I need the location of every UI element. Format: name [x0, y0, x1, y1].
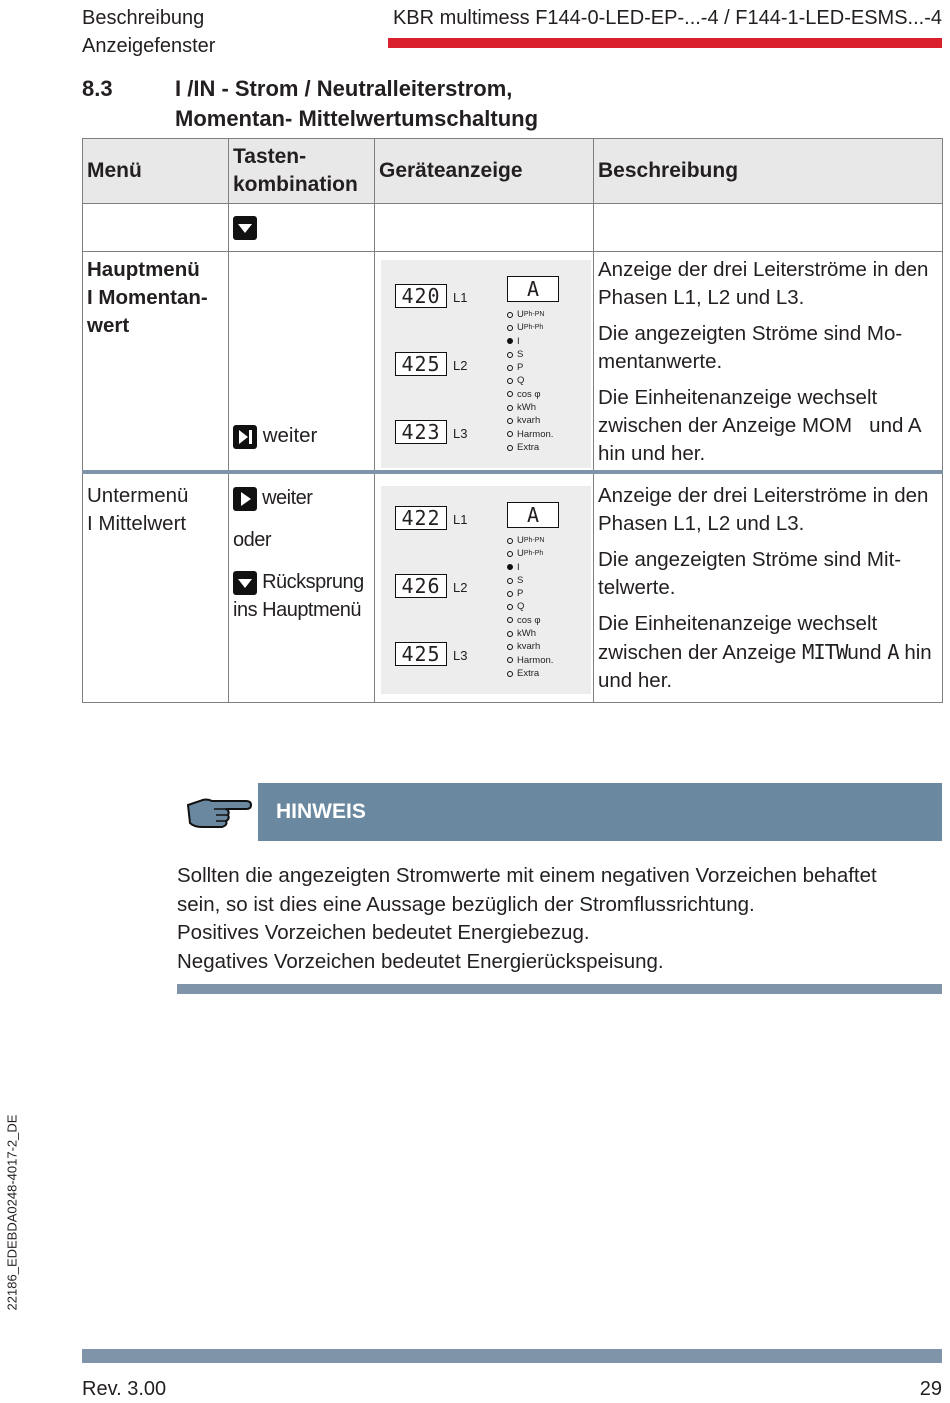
- led-label: kWh: [517, 628, 536, 640]
- led-dot-icon: [507, 445, 513, 451]
- seg-display-sub-l1: 422: [395, 506, 447, 530]
- header-chapter-line1: Beschreibung: [82, 7, 205, 29]
- led-indicator: [507, 587, 553, 600]
- led-dot-icon: [507, 391, 513, 397]
- phase-label-l3: L3: [453, 426, 468, 441]
- menu-name-line2: I Momentan-: [87, 286, 208, 309]
- phase-label-sub-l1: L1: [453, 512, 468, 527]
- note-title-bar: HINWEIS: [258, 783, 942, 841]
- led-indicator: [507, 640, 553, 653]
- note-line2: sein, so ist dies eine Aussage bezüglich der Stromflussrichtung.: [177, 892, 755, 916]
- col-header-menu: Menü: [83, 139, 229, 204]
- section-title: [175, 74, 538, 134]
- led-indicator: [507, 654, 553, 667]
- phase-label-l2: L2: [453, 358, 468, 373]
- led-dot-icon: [507, 405, 513, 411]
- section-number: 8.3: [82, 76, 113, 101]
- led-label: U: [517, 535, 524, 546]
- col-header-keys: Tasten- kombination: [229, 139, 375, 204]
- note-text: [177, 862, 942, 976]
- led-indicator: [507, 388, 553, 401]
- desc-sub-p2: Die angezeigten Ströme sind Mit-telwerte.: [598, 548, 902, 599]
- seg-display-l3: 423: [395, 420, 447, 444]
- led-label: Extra: [517, 441, 540, 453]
- menu-name-line3: wert: [87, 314, 130, 337]
- phase-label-sub-l3: L3: [453, 648, 468, 663]
- led-dot-icon: [507, 604, 513, 610]
- note-line4: Negatives Vorzeichen bedeutet Energierückspeisung.: [177, 949, 664, 973]
- note-line1: Sollten die angezeigten Stromwerte mit einem negativen Vorzeichen behaftet: [177, 864, 877, 887]
- key-label-hauptmenue: ins Hauptmenü: [233, 599, 362, 621]
- led-label: I: [517, 335, 520, 347]
- led-dot-icon: [507, 657, 513, 663]
- table-row-sub-menu: [83, 472, 943, 702]
- led-label: U: [517, 322, 524, 334]
- pointing-hand-icon: [186, 795, 252, 836]
- table-header-row: [83, 139, 943, 204]
- led-indicator: [507, 600, 553, 613]
- seg-display-sub-l2: 426: [395, 574, 447, 598]
- desc-main-p1: Anzeige der drei Leiterströme in den Phasen L1, L2 und L3.: [598, 258, 929, 309]
- footer-rule: [82, 1349, 942, 1363]
- led-dot-icon: [507, 644, 513, 650]
- desc-main-p3: Die Einheitenanzeige wechselt zwischen der Anzeige MOM und A hin und her.: [598, 386, 927, 465]
- led-label-sub: Ph-Ph: [523, 324, 544, 332]
- seg-text-a: A: [887, 640, 899, 664]
- led-dot-icon: [507, 325, 513, 331]
- arrow-down-key-icon-sub: [233, 571, 257, 595]
- led-indicator: [507, 361, 553, 374]
- col-header-display: Geräteanzeige: [375, 139, 594, 204]
- led-indicator: [507, 627, 553, 640]
- play-key-icon: [233, 487, 257, 511]
- desc-sub-p3: Die Einheitenanzeige wechselt zwischen der Anzeige MITWund A hin und her.: [598, 612, 932, 692]
- submenu-name-line1: Untermenü: [87, 484, 189, 507]
- key-label-ruecksprung: Rücksprung: [262, 571, 364, 593]
- led-label: P: [517, 588, 524, 600]
- page-number: 29: [919, 1378, 942, 1400]
- note-line3: Positives Vorzeichen bedeutet Energiebezug.: [177, 921, 590, 944]
- led-label: cos φ: [517, 388, 541, 400]
- led-dot-icon: [507, 338, 513, 344]
- led-label: I: [517, 561, 520, 573]
- led-label: Harmon.: [517, 428, 554, 440]
- key-label-oder: oder: [233, 529, 272, 551]
- table-row-key-entry: [83, 204, 943, 252]
- led-label: Q: [517, 601, 525, 613]
- led-dot-icon: [507, 551, 513, 557]
- col-header-description: Beschreibung: [594, 139, 943, 204]
- led-label-sub: Ph-PN: [523, 311, 545, 318]
- led-dot-icon: [507, 378, 513, 384]
- header-chapter: [82, 4, 215, 60]
- led-indicator: [507, 547, 553, 560]
- led-label: kvarh: [517, 641, 541, 653]
- led-dot-icon: [507, 631, 513, 637]
- unit-display-sub: A: [507, 502, 559, 528]
- led-label: cos φ: [517, 614, 541, 626]
- seg-display-sub-l3: 425: [395, 642, 447, 666]
- note-bottom-rule: [177, 984, 942, 994]
- key-label-weiter: weiter: [262, 424, 318, 447]
- led-indicator: [507, 561, 553, 574]
- led-dot-icon: [507, 365, 513, 371]
- led-dot-icon: [507, 418, 513, 424]
- led-indicator: [507, 348, 553, 361]
- led-dot-icon: [507, 564, 513, 570]
- led-indicator: [507, 321, 553, 334]
- submenu-name-line2: I Mittelwert: [87, 512, 187, 535]
- play-skip-key-icon: [233, 425, 257, 449]
- led-dot-icon: [507, 312, 513, 318]
- led-indicator: [507, 308, 553, 321]
- led-indicator: [507, 574, 553, 587]
- menu-name-line1: Hauptmenü: [87, 258, 200, 281]
- led-label: U: [517, 309, 524, 320]
- menu-table: [82, 138, 943, 703]
- led-dot-icon: [507, 352, 513, 358]
- led-indicator: [507, 401, 553, 414]
- seg-text-mitw: MITW: [802, 640, 848, 664]
- led-label: S: [517, 348, 524, 360]
- arrow-down-key-icon: [233, 216, 257, 240]
- led-indicator-list: [507, 308, 553, 454]
- desc-main-p2: Die angezeigten Ströme sind Mo-mentanwerte.: [598, 322, 903, 373]
- led-label: Q: [517, 375, 525, 387]
- phase-label-l1: L1: [453, 290, 468, 305]
- device-display-main: [381, 260, 591, 468]
- led-indicator: [507, 534, 553, 547]
- seg-display-l2: 425: [395, 352, 447, 376]
- desc-sub-p1: Anzeige der drei Leiterströme in den Phasen L1, L2 und L3.: [598, 484, 929, 535]
- led-label: S: [517, 574, 524, 586]
- led-label-sub: Ph-PN: [523, 537, 545, 544]
- table-row-main-menu: [83, 252, 943, 473]
- led-indicator: [507, 428, 553, 441]
- header-product: KBR multimess F144-0-LED-EP-...-4 / F144-1-LED-ESMS...-4: [392, 7, 942, 29]
- device-display-sub: [381, 486, 591, 694]
- header-chapter-line2: Anzeigefenster: [82, 35, 216, 57]
- led-indicator: [507, 614, 553, 627]
- led-indicator: [507, 441, 553, 454]
- led-label: Harmon.: [517, 654, 554, 666]
- phase-label-sub-l2: L2: [453, 580, 468, 595]
- led-dot-icon: [507, 617, 513, 623]
- key-label-weiter-sub: weiter: [262, 487, 313, 509]
- led-label-sub: Ph-Ph: [523, 550, 544, 558]
- footer-revision: Rev. 3.00: [82, 1378, 167, 1400]
- led-label: U: [517, 548, 524, 560]
- led-dot-icon: [507, 538, 513, 544]
- led-indicator: [507, 374, 553, 387]
- seg-display-l1: 420: [395, 284, 447, 308]
- section-title-line1: I /IN - Strom / Neutralleiterstrom,: [175, 76, 513, 101]
- led-indicator: [507, 335, 553, 348]
- led-label: Extra: [517, 667, 540, 679]
- led-indicator-list-sub: [507, 534, 553, 680]
- section-title-line2: Momentan- Mittelwertumschaltung: [175, 106, 539, 131]
- unit-display: A: [507, 276, 559, 302]
- led-indicator: [507, 414, 553, 427]
- led-dot-icon: [507, 578, 513, 584]
- led-label: kWh: [517, 402, 536, 414]
- led-indicator: [507, 667, 553, 680]
- document-code: 22186_EDEBDA0248-4017-2_DE: [4, 1114, 20, 1311]
- led-label: P: [517, 362, 524, 374]
- led-label: kvarh: [517, 415, 541, 427]
- led-dot-icon: [507, 591, 513, 597]
- header-red-bar: [388, 38, 942, 48]
- led-dot-icon: [507, 671, 513, 677]
- led-dot-icon: [507, 431, 513, 437]
